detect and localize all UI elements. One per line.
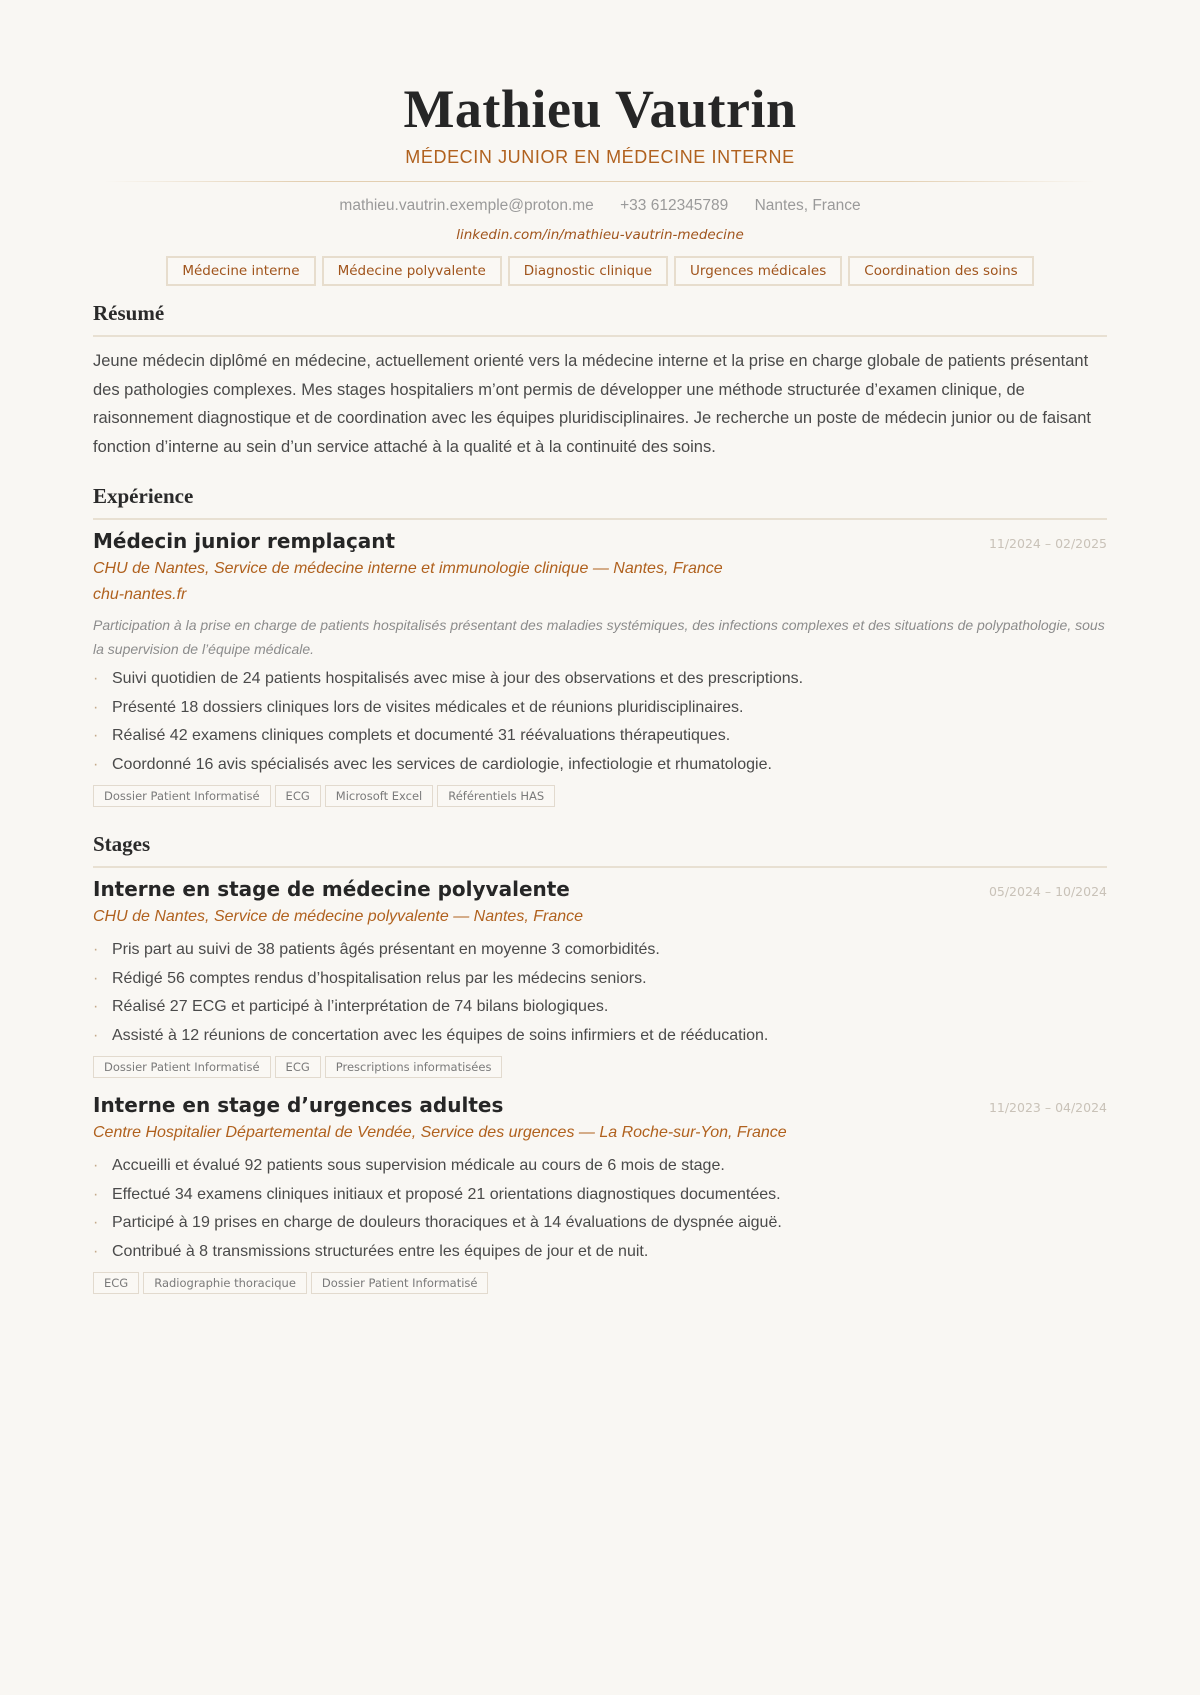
skill-tag: Médecine interne: [166, 256, 315, 286]
job-tools: [93, 1056, 1107, 1078]
list-item: · Réalisé 42 examens cliniques complets et documenté 31 réévaluations thérapeutiques.: [93, 722, 1107, 751]
candidate-name: Mathieu Vautrin: [403, 79, 797, 139]
job-tools: [93, 1272, 1107, 1294]
list-item: · Réalisé 27 ECG et participé à l’interprétation de 74 bilans biologiques.: [93, 993, 1107, 1022]
skill-tag: Diagnostic clinique: [508, 256, 668, 286]
contact-line: [93, 196, 1107, 216]
list-item: · Pris part au suivi de 38 patients âgés présentant en moyenne 3 comorbidités.: [93, 936, 1107, 965]
tool-tag: ECG: [275, 1056, 321, 1078]
skills-list: [93, 256, 1107, 286]
job-achievements: [93, 665, 1107, 779]
linkedin-link[interactable]: linkedin.com/in/mathieu-vautrin-medecine: [456, 227, 744, 243]
summary-section: [93, 300, 1107, 461]
tool-tag: ECG: [93, 1272, 139, 1294]
tool-tag: Dossier Patient Informatisé: [93, 1056, 271, 1078]
job-title: Interne en stage de médecine polyvalente: [93, 877, 570, 901]
summary-text: Jeune médecin diplômé en médecine, actuellement orienté vers la médecine interne et la prise en charge globale de patients présentant des pathologies complexes. Mes stages hospitaliers m’ont permis de développer une méthode structurée d’examen clinique, de raisonnement diagnostique et de coordination avec les équipes pluridisciplinaires. Je recherche un poste de médecin junior ou de faisant fonction d’interne au sein d’un service attaché à la qualité et à la continuité des soins.: [93, 352, 1091, 456]
section-title-experience: Expérience: [93, 484, 194, 508]
job-date: 05/2024 – 10/2024: [988, 884, 1107, 899]
header-divider: [105, 181, 1095, 182]
list-item: · Assisté à 12 réunions de concertation avec les équipes de soins infirmiers et de rééducation.: [93, 1022, 1107, 1051]
job-header: [93, 876, 1107, 902]
list-item: · Contribué à 8 transmissions structurées entre les équipes de jour et de nuit.: [93, 1238, 1107, 1267]
list-item: · Effectué 34 examens cliniques initiaux et proposé 21 orientations diagnostiques documentées.: [93, 1181, 1107, 1210]
tool-tag: Référentiels HAS: [437, 785, 555, 807]
location: Nantes, France: [754, 197, 861, 214]
job-organization: CHU de Nantes, Service de médecine interne et immunologie clinique — Nantes, France: [93, 560, 723, 577]
section-divider: [93, 335, 1107, 337]
job-date: 11/2024 – 02/2025: [988, 536, 1107, 551]
job-title: Médecin junior remplaçant: [93, 529, 396, 553]
tool-tag: Dossier Patient Informatisé: [311, 1272, 489, 1294]
job-date: 11/2023 – 04/2024: [988, 1100, 1107, 1115]
phone-number: +33 612345789: [620, 197, 729, 214]
job-tools: [93, 785, 1107, 807]
list-item: · Présenté 18 dossiers cliniques lors de visites médicales et de réunions pluridisciplinaires.: [93, 694, 1107, 723]
job-entry: [93, 528, 1107, 807]
experience-section: [93, 483, 1107, 807]
tool-tag: Microsoft Excel: [325, 785, 433, 807]
internships-section: [93, 831, 1107, 1294]
section-title-internships: Stages: [93, 832, 151, 856]
list-item: · Coordonné 16 avis spécialisés avec les services de cardiologie, infectiologie et rhumatologie.: [93, 751, 1107, 780]
tool-tag: Dossier Patient Informatisé: [93, 785, 271, 807]
list-item: · Accueilli et évalué 92 patients sous supervision médicale au cours de 6 mois de stage.: [93, 1152, 1107, 1181]
job-description: Participation à la prise en charge de patients hospitalisés présentant des maladies systémiques, des infections complexes et des situations de polypathologie, sous la supervision de l’équipe médicale.: [93, 617, 1105, 657]
section-title-summary: Résumé: [93, 301, 165, 325]
list-item: · Rédigé 56 comptes rendus d’hospitalisation relus par les médecins seniors.: [93, 965, 1107, 994]
job-organization: Centre Hospitalier Départemental de Vendée, Service des urgences — La Roche-sur-Yon, France: [93, 1124, 787, 1141]
job-website-link[interactable]: chu-nantes.fr: [93, 586, 187, 603]
tool-tag: Radiographie thoracique: [143, 1272, 307, 1294]
section-divider: [93, 518, 1107, 520]
job-achievements: [93, 1152, 1107, 1266]
email-link[interactable]: mathieu.vautrin.exemple@proton.me: [339, 197, 594, 214]
skill-tag: Coordination des soins: [848, 256, 1033, 286]
list-item: · Participé à 19 prises en charge de douleurs thoraciques et à 14 évaluations de dyspnée aiguë.: [93, 1209, 1107, 1238]
skill-tag: Médecine polyvalente: [322, 256, 502, 286]
list-item: · Suivi quotidien de 24 patients hospitalisés avec mise à jour des observations et des prescriptions.: [93, 665, 1107, 694]
job-title: Interne en stage d’urgences adultes: [93, 1093, 504, 1117]
job-header: [93, 1092, 1107, 1118]
candidate-role: MÉDECIN JUNIOR EN MÉDECINE INTERNE: [405, 147, 795, 167]
job-entry: [93, 876, 1107, 1078]
section-divider: [93, 866, 1107, 868]
tool-tag: ECG: [275, 785, 321, 807]
job-organization: CHU de Nantes, Service de médecine polyvalente — Nantes, France: [93, 908, 584, 925]
skill-tag: Urgences médicales: [674, 256, 842, 286]
job-header: [93, 528, 1107, 554]
job-entry: [93, 1092, 1107, 1294]
job-achievements: [93, 936, 1107, 1050]
tool-tag: Prescriptions informatisées: [325, 1056, 503, 1078]
